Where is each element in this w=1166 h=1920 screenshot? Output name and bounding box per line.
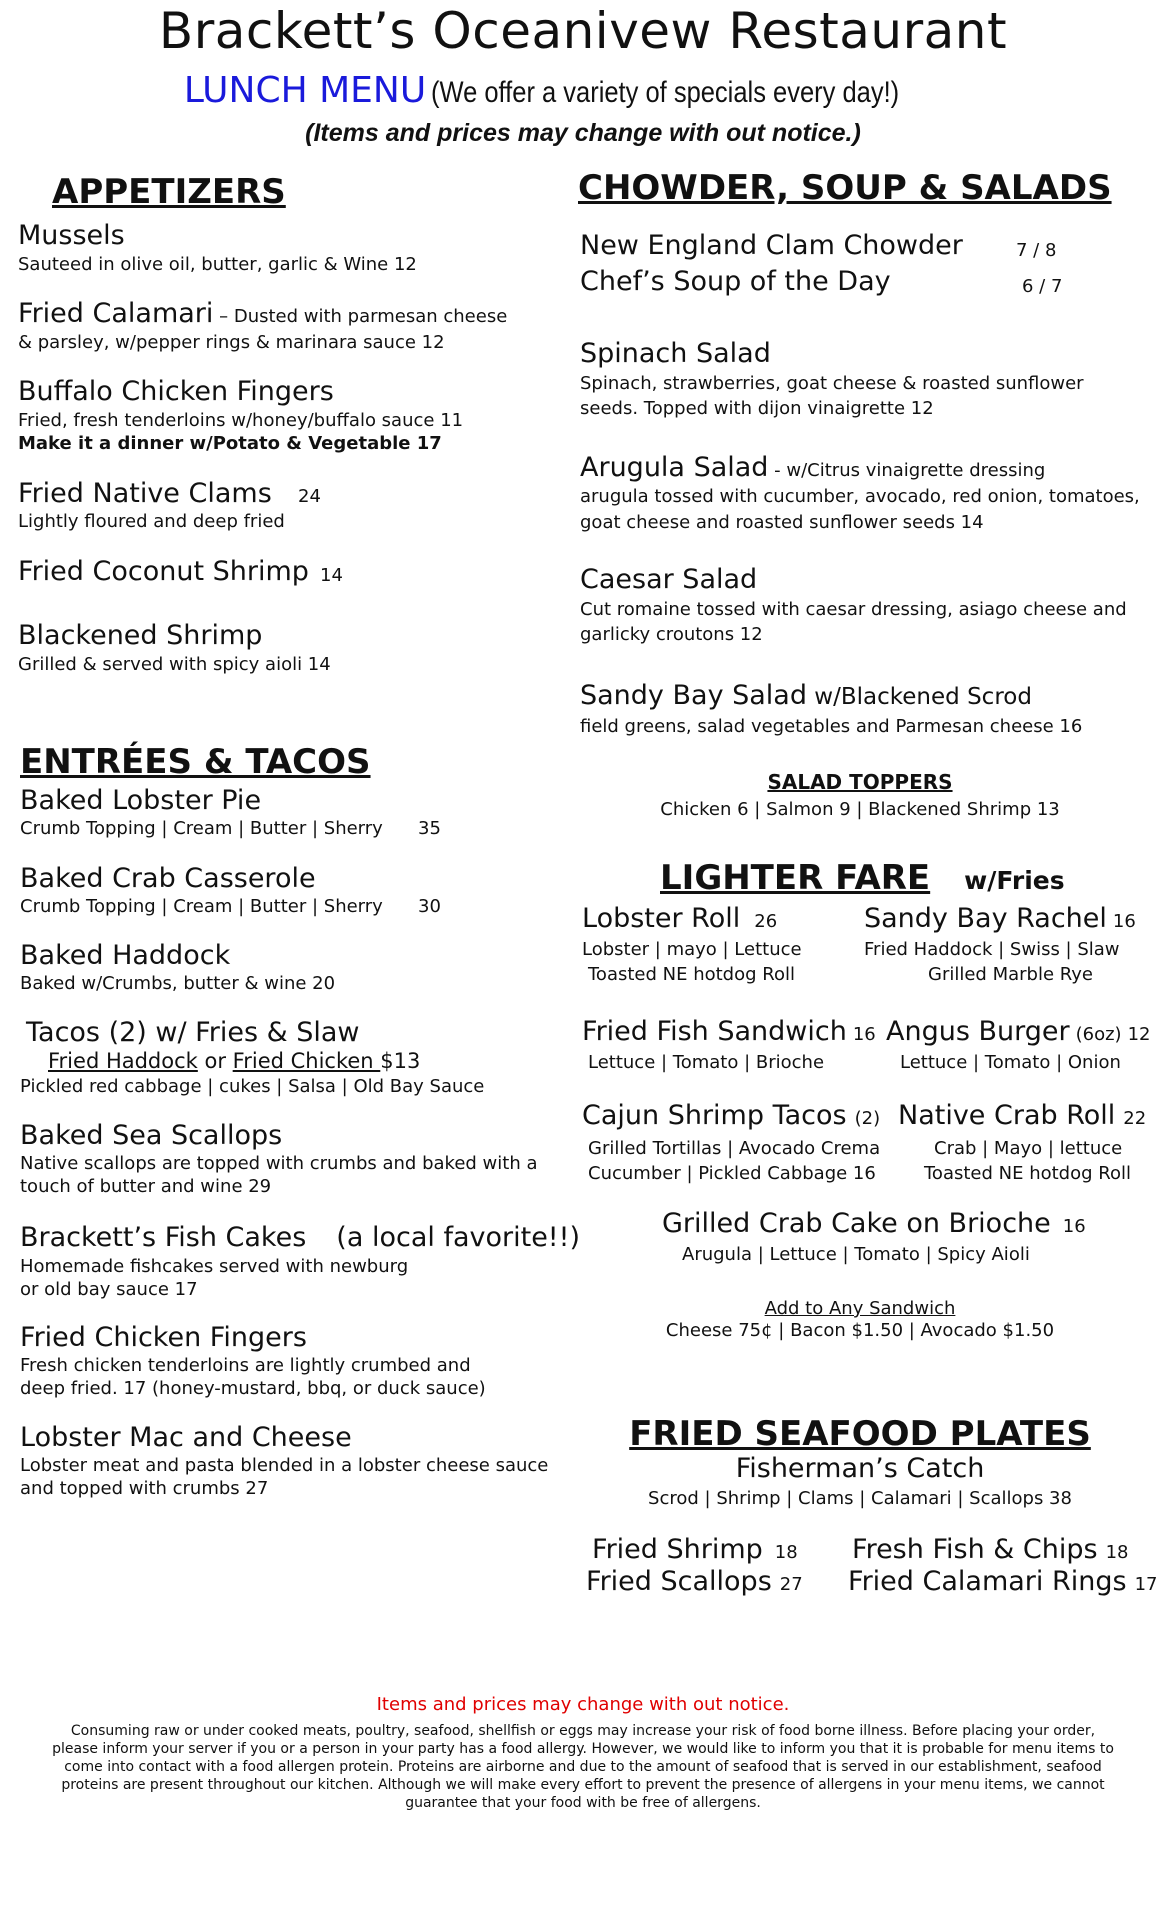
menu-item [580, 452, 1045, 483]
price-notice: (Items and prices may change with out notice.) [305, 119, 861, 147]
menu-item-desc: Crab | Mayo | lettuce [934, 1138, 1123, 1159]
menu-item-name: Native Crab Roll [898, 1100, 1116, 1131]
menu-item-desc: touch of butter and wine 29 [20, 1176, 272, 1197]
menu-item-note: w/Blackened Scrod [807, 684, 1032, 710]
menu-item-price: 22 [1123, 1108, 1147, 1129]
fishermans-catch-desc: Scrod | Shrimp | Clams | Calamari | Scallops 38 [648, 1488, 1072, 1509]
menu-item-desc: Crumb Topping | Cream | Butter | Sherry [20, 818, 383, 839]
menu-item-desc: Cut romaine tossed with caesar dressing, asiago cheese and [580, 599, 1127, 620]
menu-item-price: 14 [320, 565, 343, 586]
menu-item-price: 24 [298, 486, 321, 507]
menu-item-desc: deep fried. 17 (honey-mustard, bbq, or duck sauce) [20, 1378, 486, 1399]
disclaimer-line: proteins are present throughout our kitchen. Although we will make every effort to prevent the presence of allergens in your menu items, we cannot [61, 1777, 1105, 1793]
menu-item [580, 680, 1032, 711]
menu-item-name: Brackett’s Fish Cakes [20, 1222, 307, 1253]
menu-item-desc: Grilled Tortillas | Avocado Crema [588, 1138, 881, 1159]
menu-item-name: Baked Haddock [20, 940, 231, 971]
footer-notice: Items and prices may change with out notice. [376, 1694, 790, 1715]
menu-item [586, 1566, 803, 1597]
menu-item-desc: Fried Haddock | Swiss | Slaw [864, 939, 1120, 960]
menu-item [20, 1222, 580, 1253]
lighter-fare-heading: LIGHTER FARE [660, 858, 931, 898]
menu-item-name: Angus Burger [886, 1016, 1070, 1047]
menu-item-price: 27 [779, 1574, 803, 1595]
addon-prices: Cheese 75¢ | Bacon $1.50 | Avocado $1.50 [665, 1320, 1055, 1341]
menu-item-price: 30 [418, 896, 441, 917]
menu-item-desc: Make it a dinner w/Potato & Vegetable 17 [18, 433, 442, 454]
menu-item-name: Fried Calamari Rings [848, 1566, 1127, 1597]
menu-item-name: Lobster Roll [582, 903, 741, 934]
menu-item-price: 17 [1134, 1574, 1158, 1595]
menu-item [592, 1534, 798, 1565]
menu-item-desc: Spinach, strawberries, goat cheese & roasted sunflower [580, 373, 1084, 394]
taco-option-price: $13 [380, 1049, 421, 1073]
menu-item-desc: Crumb Topping | Cream | Butter | Sherry [20, 896, 383, 917]
menu-item-name: Cajun Shrimp Tacos [582, 1100, 847, 1131]
menu-item-desc: and topped with crumbs 27 [20, 1478, 269, 1499]
menu-item-desc: Lettuce | Tomato | Onion [900, 1052, 1121, 1073]
menu-item [852, 1534, 1129, 1565]
menu-item-tag: (6oz) [1075, 1024, 1122, 1045]
specials-note: (We offer a variety of specials every day!) [431, 76, 900, 109]
menu-item [864, 903, 1136, 934]
menu-item-name: Fresh Fish & Chips [852, 1534, 1098, 1565]
menu-item-desc: Cucumber | Pickled Cabbage 16 [588, 1163, 876, 1184]
menu-item-desc: Fried, fresh tenderloins w/honey/buffalo sauce 11 [18, 410, 464, 431]
menu-item-desc: & parsley, w/pepper rings & marinara sauce 12 [18, 332, 445, 353]
menu-item-price: 18 [774, 1542, 798, 1563]
lighter-fare-header [660, 858, 1065, 898]
menu-item-desc: Arugula | Lettuce | Tomato | Spicy Aioli [682, 1244, 1030, 1265]
menu-item-desc: Toasted NE hotdog Roll [924, 1163, 1131, 1184]
lunch-menu-line [0, 70, 1166, 111]
menu-item-price: 6 / 7 [1022, 276, 1063, 297]
menu-item-name: Chef’s Soup of the Day [580, 266, 891, 297]
disclaimer-line: please inform your server if you or a person in your party has a food allergy. However, we would like to inform you that it is probable for menu items to [52, 1741, 1114, 1757]
menu-item-desc: arugula tossed with cucumber, avocado, red onion, tomatoes, [580, 486, 1140, 507]
menu-item-desc: seeds. Topped with dijon vinaigrette 12 [580, 398, 934, 419]
menu-item-name: Arugula Salad [580, 452, 769, 483]
menu-item-tag: (2) [854, 1108, 881, 1129]
menu-item-name: Fried Native Clams [18, 478, 272, 509]
menu-item-price: 35 [418, 818, 441, 839]
menu-item-price: 16 [852, 1024, 876, 1045]
taco-option-haddock: Fried Haddock [48, 1049, 198, 1073]
menu-item-desc: or old bay sauce 17 [20, 1279, 198, 1300]
menu-item-name: Spinach Salad [580, 338, 771, 369]
lunch-menu-label: LUNCH MENU [183, 70, 427, 111]
menu-item-name: Sandy Bay Rachel [864, 903, 1107, 934]
taco-options [48, 1049, 420, 1073]
menu-item-desc: Grilled & served with spicy aioli 14 [18, 654, 331, 675]
menu-item-desc: Fresh chicken tenderloins are lightly crumbed and [20, 1355, 471, 1376]
menu-item-desc: garlicky croutons 12 [580, 624, 763, 645]
menu-item [662, 1208, 1086, 1239]
menu-item [898, 1100, 1146, 1131]
menu-item-desc: Pickled red cabbage | cukes | Salsa | Old Bay Sauce [20, 1076, 485, 1097]
menu-item [582, 1016, 876, 1047]
disclaimer-line: come into contact with a food allergen protein. Proteins are airborne and due to the amount of seafood that is served in our establishment, seafood [64, 1759, 1102, 1775]
menu-item-name: Mussels [18, 220, 125, 251]
chowder-heading: CHOWDER, SOUP & SALADS [578, 168, 1112, 208]
menu-item-desc: Lobster | mayo | Lettuce [582, 939, 802, 960]
lighter-fare-suffix: w/Fries [964, 866, 1065, 895]
menu-item-price: 26 [754, 911, 778, 932]
taco-option-or: or [197, 1049, 233, 1073]
restaurant-title: Brackett’s Oceanivew Restaurant [158, 2, 1008, 60]
fried-seafood-heading: FRIED SEAFOOD PLATES [629, 1414, 1091, 1454]
allergy-disclaimer [0, 1722, 1166, 1812]
menu-item-desc: Toasted NE hotdog Roll [588, 964, 795, 985]
menu-item-name: New England Clam Chowder [580, 230, 963, 261]
menu-item-name: Tacos (2) w/ Fries & Slaw [26, 1017, 360, 1048]
salad-toppers: Chicken 6 | Salmon 9 | Blackened Shrimp 13 [660, 799, 1060, 820]
menu-item-name: Sandy Bay Salad [580, 680, 807, 711]
menu-item-name: Blackened Shrimp [18, 620, 263, 651]
menu-item [582, 1100, 880, 1131]
menu-item-name: Grilled Crab Cake on Brioche [662, 1208, 1051, 1239]
menu-item-name: Fried Scallops [586, 1566, 772, 1597]
menu-item [848, 1566, 1157, 1597]
menu-item-desc: goat cheese and roasted sunflower seeds 14 [580, 512, 984, 533]
menu-item-price: 12 [1127, 1024, 1151, 1045]
menu-item-tag: (a local favorite!!) [336, 1222, 580, 1253]
menu-item-name: Fried Calamari [18, 298, 214, 329]
menu-item-price: 16 [1062, 1216, 1086, 1237]
menu-item-desc: Lightly floured and deep fried [18, 511, 285, 532]
taco-option-chicken: Fried Chicken [232, 1049, 381, 1073]
menu-item-name: Baked Crab Casserole [20, 863, 316, 894]
addon-heading: Add to Any Sandwich [764, 1298, 956, 1319]
menu-item-note: - w/Citrus vinaigrette dressing [768, 460, 1046, 481]
menu-item-name: Fried Shrimp [592, 1534, 763, 1565]
menu-item-name: Baked Lobster Pie [20, 785, 262, 816]
menu-item-name: Fried Chicken Fingers [20, 1322, 307, 1353]
menu-item-price: 18 [1105, 1542, 1129, 1563]
menu-item [582, 903, 777, 934]
appetizers-heading: APPETIZERS [52, 172, 286, 212]
salad-toppers-heading: SALAD TOPPERS [767, 770, 953, 794]
menu-item-name: Fried Coconut Shrimp [18, 556, 309, 587]
entrees-heading: ENTRÉES & TACOS [20, 742, 371, 782]
menu-item-name: Lobster Mac and Cheese [20, 1422, 352, 1453]
menu-item-note: – Dusted with parmesan cheese [213, 306, 508, 327]
menu-item-desc: Native scallops are topped with crumbs and baked with a [20, 1153, 538, 1174]
menu-item-desc: Lobster meat and pasta blended in a lobster cheese sauce [20, 1455, 549, 1476]
disclaimer-line: Consuming raw or under cooked meats, poultry, seafood, shellfish or eggs may increase your risk of food borne illness. Before placing your order, [70, 1723, 1096, 1739]
menu-item-name: Fried Fish Sandwich [582, 1016, 847, 1047]
menu-item-desc: field greens, salad vegetables and Parmesan cheese 16 [580, 716, 1083, 737]
menu-item [886, 1016, 1150, 1047]
menu-item [18, 298, 507, 329]
menu-item-desc: Lettuce | Tomato | Brioche [588, 1052, 825, 1073]
fishermans-catch-name: Fisherman’s Catch [735, 1453, 985, 1484]
menu-item-name: Baked Sea Scallops [20, 1120, 283, 1151]
menu-item-desc: Grilled Marble Rye [928, 964, 1094, 985]
menu-item-price: 16 [1112, 911, 1136, 932]
menu-item-name: Caesar Salad [580, 564, 758, 595]
disclaimer-line: guarantee that your food with be free of allergens. [405, 1795, 761, 1811]
menu-item-price: 7 / 8 [1016, 240, 1057, 261]
menu-item-name: Buffalo Chicken Fingers [18, 376, 334, 407]
menu-item-desc: Baked w/Crumbs, butter & wine 20 [20, 973, 336, 994]
menu-item-desc: Homemade fishcakes served with newburg [20, 1256, 409, 1277]
menu-item-desc: Sauteed in olive oil, butter, garlic & Wine 12 [18, 254, 417, 275]
